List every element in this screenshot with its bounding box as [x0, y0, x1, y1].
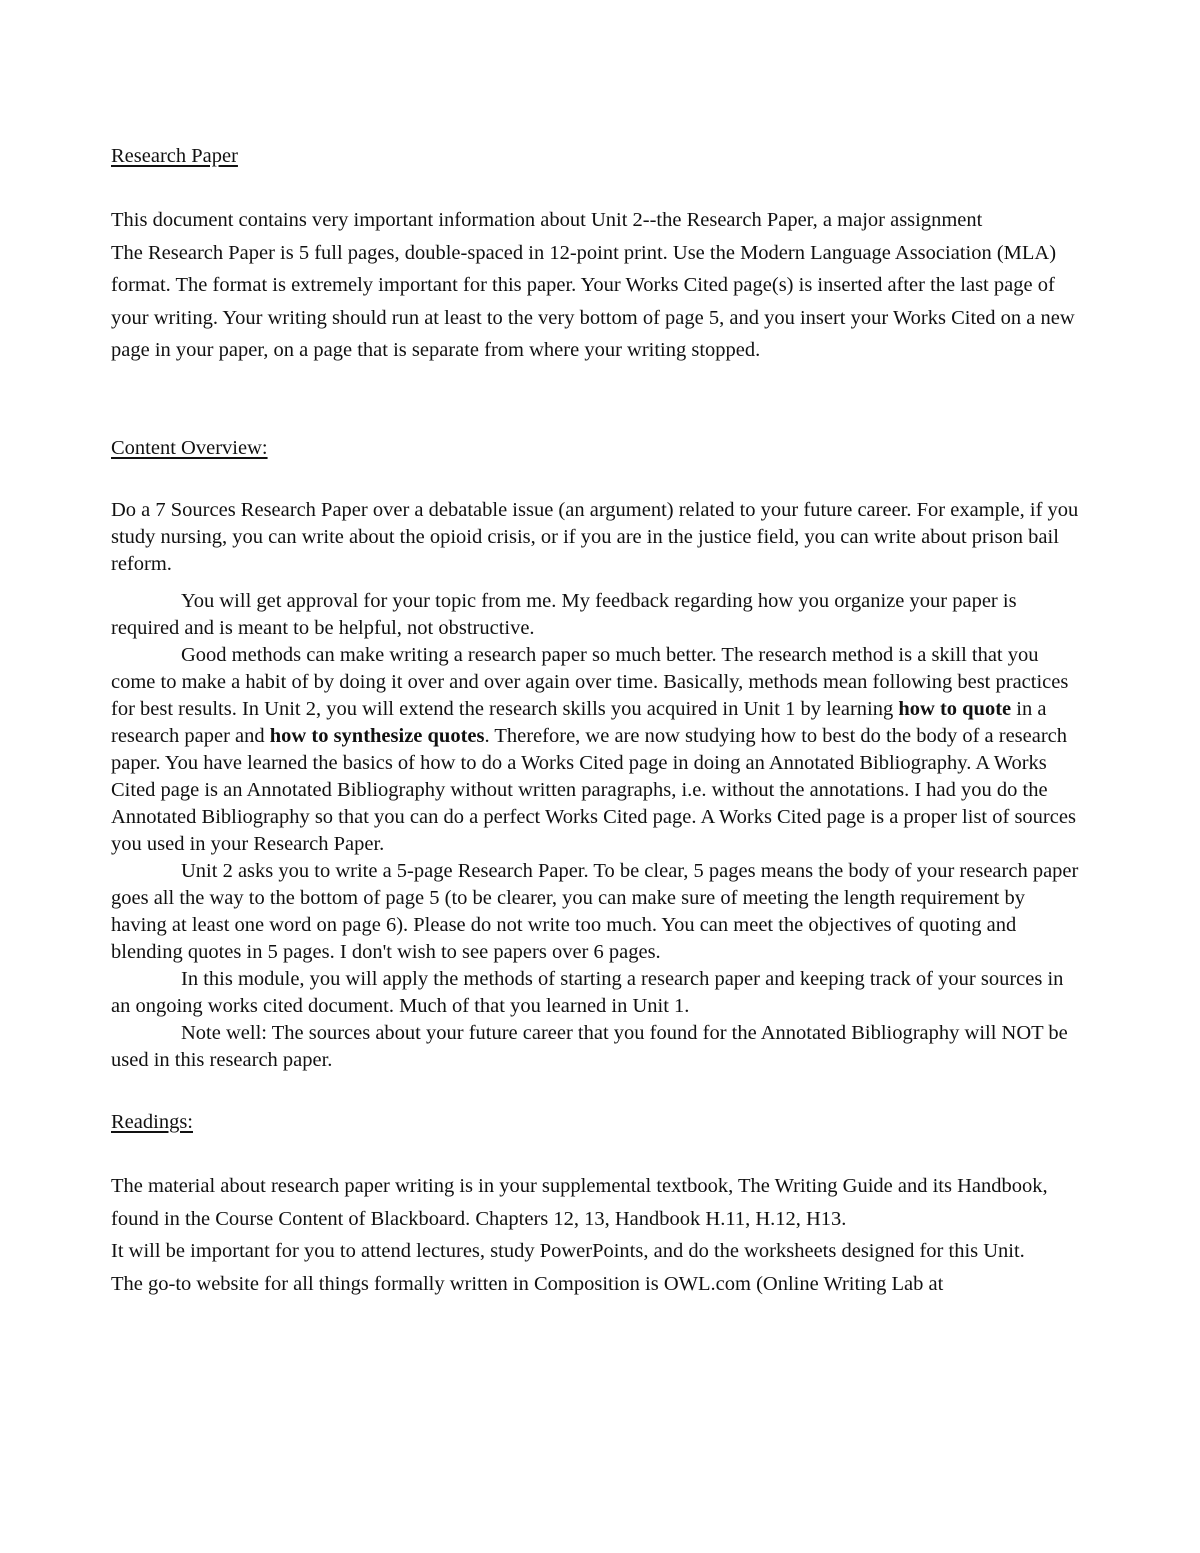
- overview-paragraph-4: Unit 2 asks you to write a 5-page Research Paper. To be clear, 5 pages means the body of your research paper goes all the way to the bottom of page 5 (to be clearer, you can make sure of meeting the length requirement by having at least one word on page 6). Please do not write too much. You can meet the objectives of quoting and blending quotes in 5 pages. I don't wish to see papers over 6 pages.: [111, 859, 1079, 963]
- spacer: [111, 1138, 1081, 1170]
- how-to-quote-emphasis: how to quote: [898, 697, 1012, 720]
- spacer: [111, 367, 1081, 432]
- overview-paragraph-6: Note well: The sources about your future career that you found for the Annotated Bibliography will NOT be used in this research paper.: [111, 1021, 1068, 1071]
- spacer: [111, 464, 1081, 497]
- readings-paragraph-3: The go-to website for all things formally written in Composition is OWL.com (Online Writing Lab at: [111, 1272, 944, 1295]
- overview-paragraph-3: [111, 642, 1081, 858]
- spacer: [111, 578, 1081, 588]
- overview-paragraph-1: Do a 7 Sources Research Paper over a debatable issue (an argument) related to your future career. For example, if you study nursing, you can write about the opioid crisis, or if you are in the justice field, you can write about prison bail reform.: [111, 498, 1079, 575]
- document-title: Research Paper: [111, 145, 238, 167]
- intro-paragraph-2: The Research Paper is 5 full pages, double-spaced in 12-point print. Use the Modern Language Association (MLA) format. The format is extremely important for this paper. Your Works Cited page(s) is inserted after the last page of your writing. Your writing should run at least to the very bottom of page 5, and you insert your Works Cited on a new page in your paper, on a page that is separate from where your writing stopped.: [111, 241, 1075, 362]
- readings-paragraph-1: The material about research paper writing is in your supplemental textbook, The Writing Guide and its Handbook, found in the Course Content of Blackboard. Chapters 12, 13, Handbook H.11, H.12, H13.: [111, 1174, 1048, 1230]
- overview-paragraph-3-part-c: . Therefore, we are now studying how to best do the body of a research paper. You have learned the basics of how to do a Works Cited page in doing an Annotated Bibliography. A Works Cited page is an Annotated Bibliography without written paragraphs, i.e. without the annotations. I had you do the Annotated Bibliography so that you can do a perfect Works Cited page. A Works Cited page is a proper list of sources you used in your Research Paper.: [111, 724, 1076, 855]
- content-overview-heading: Content Overview:: [111, 436, 268, 459]
- overview-paragraph-5: In this module, you will apply the methods of starting a research paper and keeping track of your sources in an ongoing works cited document. Much of that you learned in Unit 1.: [111, 967, 1064, 1017]
- readings-paragraph-2: It will be important for you to attend lectures, study PowerPoints, and do the worksheets designed for this Unit.: [111, 1240, 1025, 1263]
- overview-paragraph-2: You will get approval for your topic from me. My feedback regarding how you organize your paper is required and is meant to be helpful, not obstructive.: [111, 589, 1017, 639]
- how-to-synthesize-quotes-emphasis: how to synthesize quotes: [269, 724, 485, 747]
- document-page: [111, 140, 1081, 1300]
- spacer: [111, 1074, 1081, 1106]
- spacer: [111, 172, 1081, 204]
- readings-heading: Readings:: [111, 1110, 193, 1133]
- overview-paragraph-3-part-b: in a research paper and: [111, 697, 1047, 747]
- overview-paragraph-3-part-a: Good methods can make writing a research paper so much better. The research method is a skill that you come to make a habit of by doing it over and over again over time. Basically, methods mean following best practices for best results. In Unit 2, you will extend the research skills you acquired in Unit 1 by learning: [111, 643, 1069, 720]
- intro-paragraph-1: This document contains very important information about Unit 2--the Research Paper, a major assignment: [111, 209, 983, 231]
